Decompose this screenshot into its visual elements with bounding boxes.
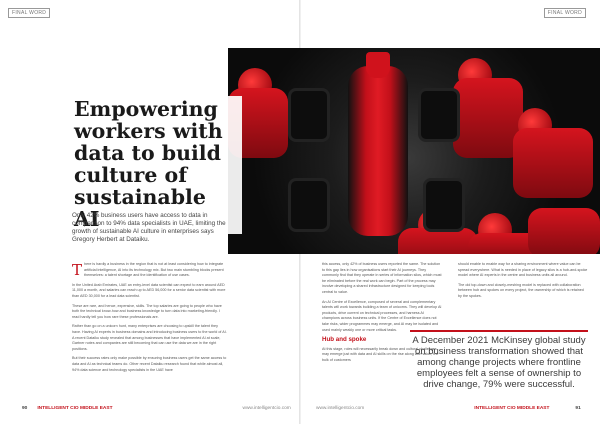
tyre	[423, 178, 465, 232]
crew-member	[513, 128, 593, 198]
body-paragraph: These are rare, and hence, expensive, skills. The top salaries are going to people who have both the technical know-how and business knowledge to turn data into marketing-friendly. I read hardly tell you how rare these professionals are.	[72, 303, 222, 319]
site-url-right: www.intelligentcio.com	[316, 406, 365, 411]
magazine-title-left: INTELLIGENT CIO MIDDLE EAST	[37, 406, 113, 411]
site-url-left: www.intelligentcio.com	[242, 406, 291, 411]
body-paragraph: In the United Arab Emirates, UAE an entry-level data scientist can expect to earn around AED 11,000 a month, and salaries can reach up to AED 56,000 for a senior data scientist with more than AED 30,000 for a lead data scientist.	[72, 282, 226, 298]
article-standfirst: Only 42% business users have access to data in comparison to 94% data specialists in UAE, limiting the growth of sustainable AI culture in enterprises says Gregory Herbert at Dataiku.	[72, 212, 226, 243]
body-paragraph: Rather than go on a unicorn hunt, many enterprises are choosing to upskill the talent they have. Having AI experts in business domains and introducing business users to the world of AI. A recent Dataiku study revealed that among businesses that have implemented AI at scale, Gartner notes and companies are still becoming that can use the data we are in the right positions.	[72, 324, 227, 351]
body-paragraph: should enable to enable way for a sharing environment where value can be spread everywhere. What is needed in place of legacy silos is a hub-and-spoke model where AI experts in the centre and business units all around.	[458, 262, 588, 278]
magazine-title-right: INTELLIGENT CIO MIDDLE EAST	[474, 406, 550, 411]
race-car	[348, 66, 408, 236]
body-paragraph: The old top-down and closely-meshing model is replaced with collaboration between hub and spokes on every project, the ownership of which is retained by the spokes.	[458, 282, 584, 298]
body-paragraph: At this stage, roles will necessarily break down and cultural challenges may emerge just with data and AI skills on the rise along with value, the bulk of customers	[322, 346, 439, 362]
tyre	[288, 88, 330, 142]
body-paragraph: this access, only 42% of business users reported the same. The solution to this gap lies in how organisations start their AI journeys. They commonly find that they operate in series of information silos, which must be eliminated before the real work can begin. Part of the process may involve developing a shared infrastructure designed for keeping tools central to value.	[322, 262, 442, 294]
page-number-right: 91	[575, 406, 581, 411]
article-headline: Empowering workers with data to build culture of sustainable AI	[72, 96, 242, 234]
pull-quote: A December 2021 McKinsey global study on business transformation showed that among change projects where frontline employees felt a sense of ownership to drive change, 79% were successful.	[410, 330, 588, 390]
crew-member	[528, 208, 600, 254]
footer-left	[22, 406, 291, 411]
footer-right	[316, 406, 581, 411]
page-number-left: 90	[22, 406, 28, 411]
body-column-right	[458, 262, 588, 304]
body-paragraph: There is hardly a business in the region that is not at least considering how to integrate artificial intelligence, AI into its technology mix. But two main stumbling blocks present themselves: a talent shortage and the identification of use cases.	[72, 261, 224, 279]
tyre	[418, 88, 460, 142]
body-paragraph: An AI Centre of Excellence, composed of several and complementary talents will work towards building a team of unicorns. They will develop AI products, drive current on technical processes, and harness AI champions across business units. If the Centre of Excellence does not take risks, wider programmes may emerge, and AI may be isolated and used mainly weakly one or more critical tasks.	[322, 299, 442, 332]
drop-cap: T	[72, 261, 83, 279]
tyre	[288, 178, 330, 232]
body-paragraph: But their success rates only make possible by ensuring business users get the same access to data and AI as technical teams do. Other recent Dataiku research found that while almost all, 94% data science and technology specialists in the UAE have	[72, 356, 227, 372]
section-tag-left: FINAL WORD	[8, 8, 50, 18]
race-car-nose	[366, 52, 390, 78]
body-column-left	[72, 262, 227, 377]
subheading: Hub and spoke	[322, 336, 367, 344]
section-tag-right: FINAL WORD	[544, 8, 586, 18]
hero-image-pit-stop	[228, 48, 600, 254]
